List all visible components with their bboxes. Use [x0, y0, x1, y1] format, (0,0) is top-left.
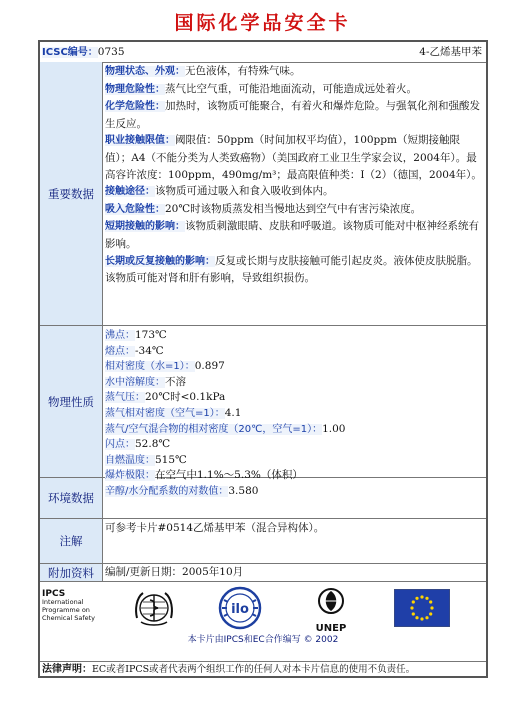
important-item: 接触途径：该物质可通过吸入和食入吸收到体内。: [105, 185, 334, 198]
important-item: 职业接触限值：阈限值：50ppm（时间加权平均值），100ppm（短期接触限值）；A4（不能分类为人类致癌物）（美国政府工业卫生学家会议，2004年）。最高容许浓度：100ppm，490mg/m³；最高限值种类：I（2）（德国，2004年）。: [105, 134, 482, 181]
important-data-label: 重要数据: [40, 62, 103, 325]
legal-row: [40, 662, 486, 678]
icsc-code-value: 0735: [97, 46, 125, 58]
additional-info-row: [40, 564, 486, 582]
property-item: 沸点：173℃: [105, 329, 167, 341]
additional-info-content: 编制/更新日期：2005年10月: [105, 566, 244, 578]
ipcs-logo: IPCS International Programme on Chemical Safety: [42, 589, 96, 622]
legal-statement: 法律声明：EC或者IPCS或者代表两个组织工作的任何人对本卡片信息的使用不负责任。: [42, 664, 416, 675]
physical-properties-content: [103, 326, 486, 497]
property-item: 自燃温度：515℃: [105, 453, 187, 466]
important-item: 物理状态、外观：无色液体，有特殊气味。: [105, 65, 301, 77]
card-title: 国际化学品安全卡: [174, 12, 351, 34]
property-item: 蒸气相对密度（空气=1）：4.1: [105, 406, 242, 419]
environment-content: [103, 478, 486, 518]
logos-row: [40, 582, 486, 662]
property-item: 辛醇/水分配系数的对数值：3.580: [105, 484, 259, 497]
important-data-row: [40, 62, 486, 326]
notes-content: 可参考卡片#0514乙烯基甲苯（混合异构体）。: [105, 522, 325, 534]
property-item: 蒸气/空气混合物的相对密度（20℃，空气=1）：1.00: [105, 422, 346, 435]
additional-info-label: 附加资料: [40, 564, 103, 581]
svg-text:ilo: ilo: [231, 602, 249, 617]
important-item: 吸入危险性：20℃时该物质蒸发相当慢地达到空气中有害污染浓度。: [105, 202, 422, 215]
important-item: 化学危险性：加热时，该物质可能聚合，有着火和爆炸危险。与强氧化剂和强酸发生反应。: [105, 100, 480, 130]
icsc-code: [42, 42, 125, 63]
property-item: 蒸气压：20℃时<0.1kPa: [105, 391, 226, 404]
important-item: 物理危险性：蒸气比空气重，可能沿地面流动，可能造成远处着火。: [105, 82, 417, 95]
environment-label: 环境数据: [40, 478, 103, 518]
physical-properties-label: 物理性质: [40, 326, 103, 477]
who-emblem-icon: [133, 588, 175, 628]
property-item: 水中溶解度：不溶: [105, 375, 186, 388]
important-item: 短期接触的影响：该物质刺激眼睛、皮肤和呼吸道。该物质可能对中枢神经系统有影响。: [105, 220, 479, 250]
card-header: [40, 42, 486, 63]
eu-flag-icon: [394, 589, 450, 627]
environment-row: [40, 478, 486, 519]
safety-card: [38, 40, 488, 678]
property-item: 爆炸极限：在空气中1.1%～5.3%（体积）: [105, 469, 303, 482]
important-data-content: [103, 62, 486, 325]
property-item: 相对密度（水=1）：0.897: [105, 360, 225, 373]
ilo-emblem-icon: [218, 586, 262, 630]
icsc-code-label: ICSC编号：: [42, 47, 98, 58]
chemical-name: 4-乙烯基甲苯: [419, 46, 482, 58]
important-item: 长期或反复接触的影响：反复或长期与皮肤接触可能引起皮炎。液体使皮肤脱脂。该物质可能对肾和肝有影响，导致组织损伤。: [105, 254, 478, 285]
property-item: 闪点：52.8℃: [105, 438, 171, 451]
physical-properties-row: [40, 326, 486, 497]
unep-emblem-icon: [306, 586, 356, 626]
credit-line: 本卡片由IPCS和EC合作编写 © 2002: [187, 635, 339, 645]
unep-label: UNEP: [315, 623, 347, 634]
property-item: 熔点：-34℃: [105, 344, 164, 357]
notes-row: [40, 519, 486, 564]
notes-label: 注解: [40, 519, 103, 563]
